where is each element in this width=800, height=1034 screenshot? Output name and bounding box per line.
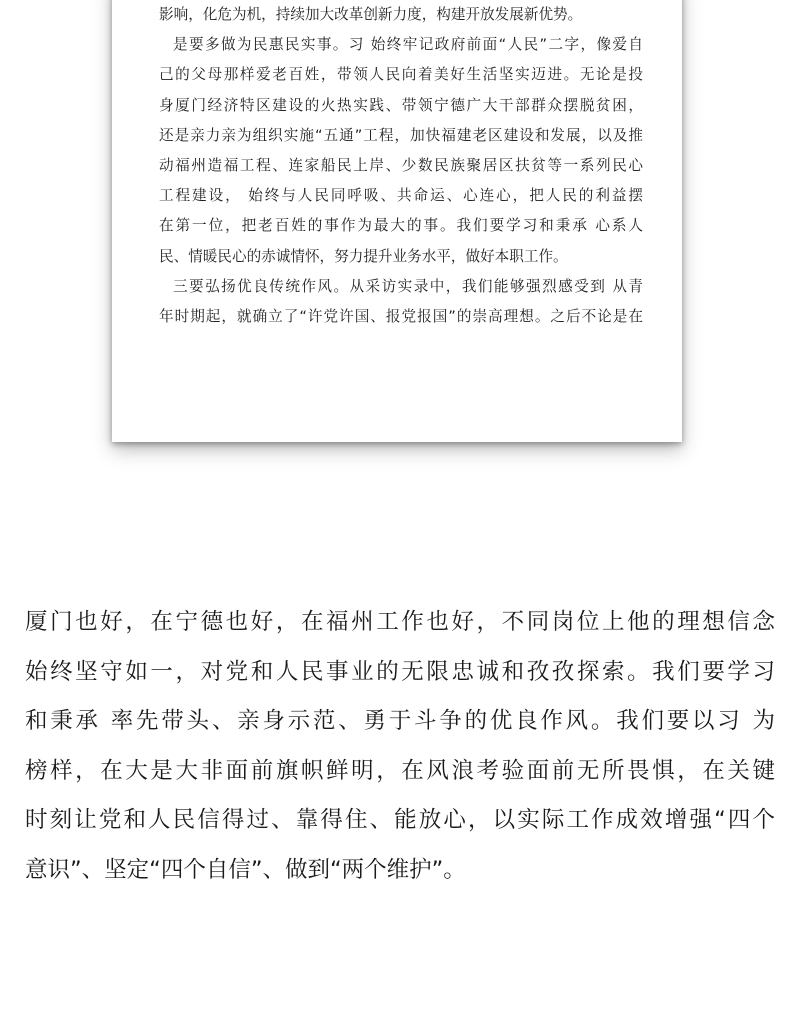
page-line: 年时期起，就确立了“许党许国、报党报国”的崇高理想。之后不论是在 (159, 307, 643, 325)
body-paragraph (25, 598, 775, 895)
page-line: 动福州造福工程、连家船民上岸、少数民族聚居区扶贫等一系列民心 (159, 156, 643, 174)
body-line: 意识”、坚定“四个自信”、做到“两个维护”。 (25, 856, 466, 883)
body-line: 始终坚守如一，对党和人民事业的无限忠诚和孜孜探索。我们要学习 (25, 658, 775, 685)
page-paragraphs (159, 0, 643, 332)
page-line: 在第一位，把老百姓的事作为最大的事。我们要学习和秉承 心系人 (159, 217, 643, 235)
page-line: 还是亲力亲为组织实施“五通”工程，加快福建老区建设和发展，以及推 (159, 126, 643, 144)
body-line: 榜样，在大是大非面前旗帜鲜明，在风浪考验面前无所畏惧，在关键 (25, 757, 775, 784)
page-line: 三要弘扬优良传统作风。从采访实录中，我们能够强烈感受到 从青 (173, 277, 643, 295)
body-line: 时刻让党和人民信得过、靠得住、能放心，以实际工作成效增强“四个 (25, 807, 775, 833)
page-line: 是要多做为民惠民实事。习 始终牢记政府前面“人民”二字，像爱自 (173, 36, 643, 54)
page-line: 民、情暖民心的赤诚情怀，努力提升业务水平，做好本职工作。 (159, 247, 568, 265)
page-line: 影响，化危为机，持续加大改革创新力度，构建开放发展新优势。 (159, 6, 583, 23)
body-line: 厦门也好，在宁德也好，在福州工作也好，不同岗位上他的理想信念 (25, 609, 775, 635)
page-line: 己的父母那样爱老百姓，带领人民向着美好生活坚实迈进。无论是投 (159, 66, 643, 84)
body-line: 和秉承 率先带头、亲身示范、勇于斗争的优良作风。我们要以习 为 (25, 708, 775, 734)
page-line: 身厦门经济特区建设的火热实践、带领宁德广大干部群众摆脱贫困， (159, 96, 643, 114)
page-line: 工程建设， 始终与人民同呼吸、共命运、心连心，把人民的利益摆 (159, 187, 643, 205)
document-page-preview (112, 0, 682, 442)
